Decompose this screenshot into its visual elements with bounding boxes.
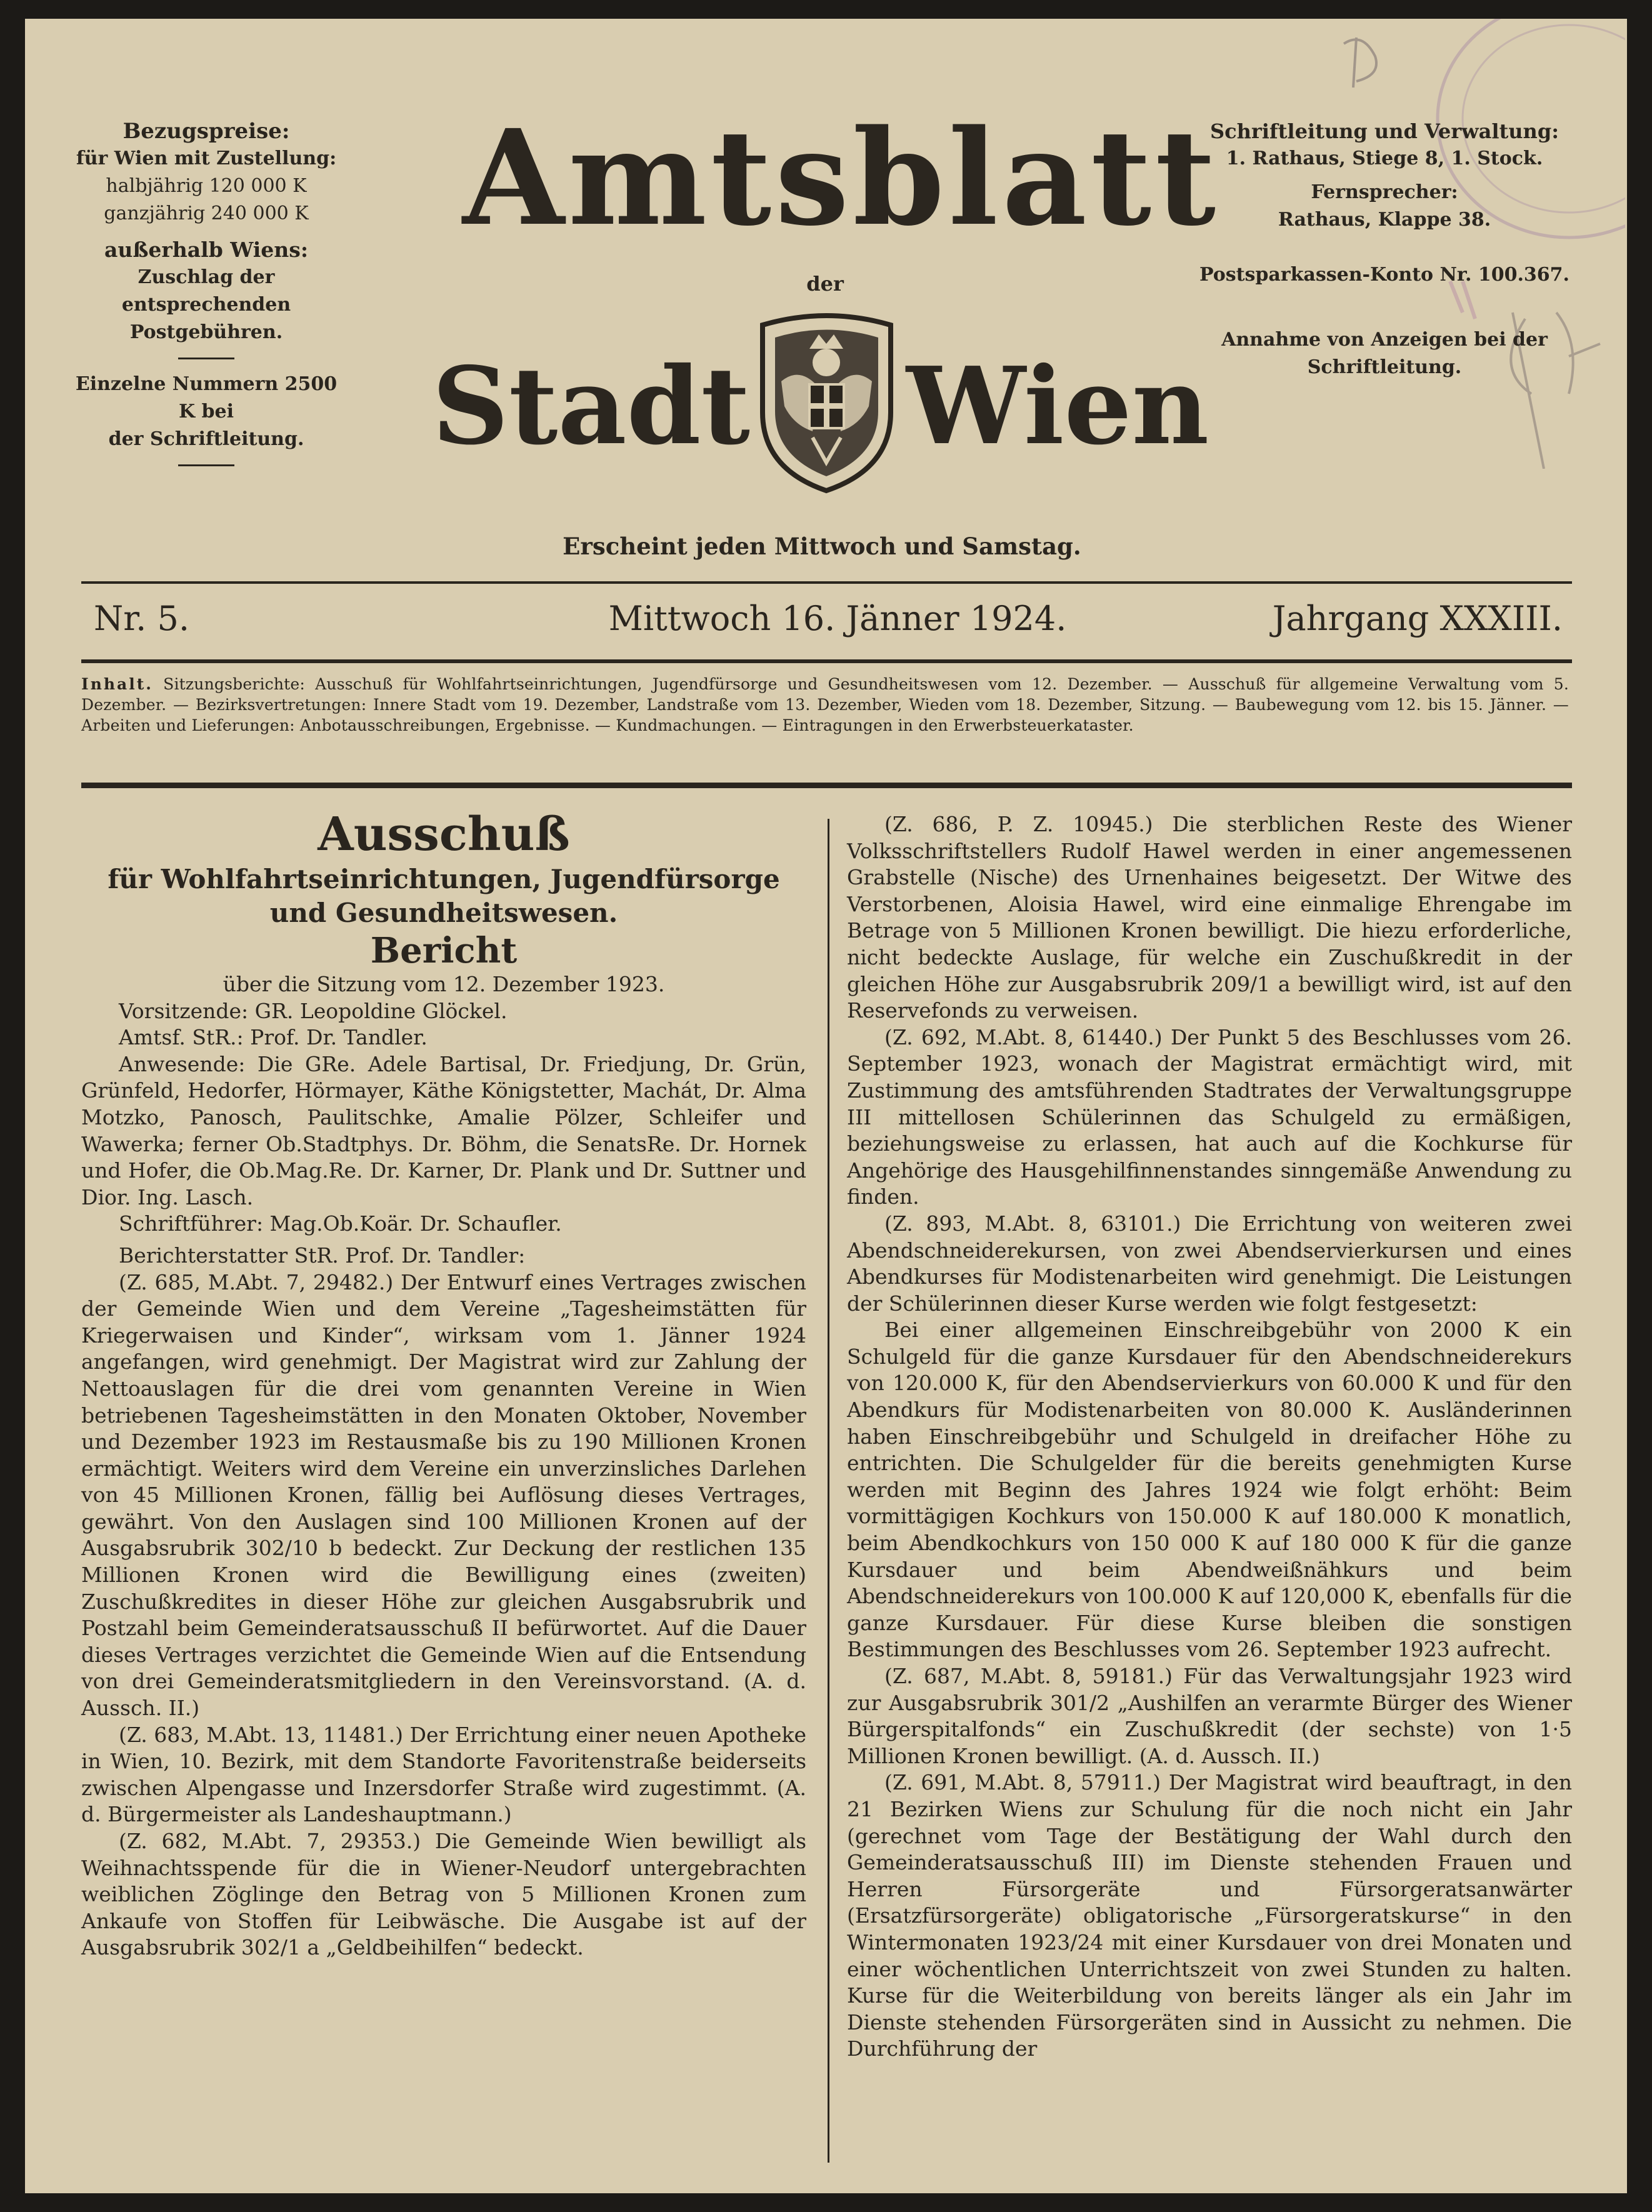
- subscription-heading: außerhalb Wiens:: [104, 238, 309, 262]
- resolution-paragraph: (Z. 685, M.Abt. 7, 29482.) Der Entwurf eines Vertrages zwischen der Gemeinde Wien und dem Vereine „Tagesheimstätten für Kriegerwaisen und Kinder“, wirksam vom 1. Jänner 1924 angefangen, wird genehmigt. Der Magistrat wird zur Zahlung der Nettoauslagen für die drei vom genannten Vereine in Wien betriebenen Tagesheimstätten in den Monaten Oktober, November und Dezember 1923 im Restausmaße bis zu 190 Millionen Kronen ermächtigt. Weiters wird dem Vereine ein unverzinsliches Darlehen von 45 Millionen Kronen, fällig bei Auflösung dieses Vertrages, gewährt. Von den Auslagen sind 100 Millionen Kronen auf der Ausgabsrubrik 302/10 b bedeckt. Zur Deckung der restlichen 135 Millionen Kronen wird die Bewilligung eines (zweiten) Zuschußkredites in dieser Höhe zur gleichen Ausgabsrubrik und Postzahl beim Gemeinderatsausschuß II befürwortet. Auf die Dauer dieses Vertrages verzichtet die Gemeinde Wien auf die Entsendung von drei Gemeinderatsmitgliedern in den Vereinsvorstand. (A. d. Aussch. II.): [81, 1269, 806, 1721]
- subscription-line: Postgebühren.: [129, 321, 283, 343]
- publisher-line: Schriftleitung.: [1307, 356, 1462, 378]
- subscription-line: der Schriftleitung.: [108, 428, 304, 450]
- publisher-line: Fernsprecher:: [1311, 181, 1458, 203]
- resolution-paragraph: (Z. 682, M.Abt. 7, 29353.) Die Gemeinde Wien bewilligt als Weihnachtsspende für die in Wiener-Neudorf untergebrachten weiblichen Zöglinge den Betrag von 5 Millionen Kronen zum Ankaufe von Stoffen für Leibwäsche. Die Ausgabe ist auf der Ausgabsrubrik 302/1 a „Geldbeihilfen“ bedeckt.: [81, 1829, 806, 1960]
- issue-rule: [81, 659, 1572, 663]
- column-divider: [828, 819, 829, 2163]
- table-of-contents: [81, 674, 1569, 736]
- issue-number: Nr. 5.: [94, 599, 189, 638]
- subscription-box: [69, 118, 344, 478]
- publisher-line: 1. Rathaus, Stiege 8, 1. Stock.: [1226, 148, 1543, 169]
- publisher-line: Annahme von Anzeigen bei der: [1221, 329, 1548, 351]
- secretary-line: Schriftführer: Mag.Ob.Koär. Dr. Schaufler.: [119, 1211, 562, 1236]
- resolution-paragraph: (Z. 687, M.Abt. 8, 59181.) Für das Verwaltungsjahr 1923 wird zur Ausgabsrubrik 301/2 „Aushilfen an verarmte Bürger des Wiener Bürgerspitalfonds“ ein Zuschußkredit (der sechste) von 1·5 Millionen Kronen bewilligt. (A. d. Aussch. II.): [847, 1664, 1572, 1768]
- resolution-paragraph: (Z. 686, P. Z. 10945.) Die sterblichen Reste des Wiener Volksschriftstellers Rudolf Hawel werden in einer angemessenen Grabstelle (Nische) des Urnenhaines beigesetzt. Der Witwe des Verstorbenen, Aloisia Hawel, wird eine einmalige Ehrengabe im Betrage von 5 Millionen Kronen bewilligt. Die hiezu erforderliche, nicht bedeckte Auslage, für welche ein Zuschußkredit in der gleichen Höhe zur Ausgabsrubrik 209/1 a bewilligt wird, ist auf den Reservefonds zu verweisen.: [847, 812, 1572, 1023]
- publisher-line: Rathaus, Klappe 38.: [1278, 209, 1491, 231]
- masthead-der: der: [806, 272, 844, 296]
- masthead-title-wien: Wien: [906, 344, 1209, 469]
- right-column: [847, 811, 1572, 2063]
- councillor-line: Amtsf. StR.: Prof. Dr. Tandler.: [119, 1025, 428, 1050]
- resolution-paragraph: (Z. 692, M.Abt. 8, 61440.) Der Punkt 5 des Beschlusses vom 26. September 1923, wonach der Magistrat ermächtigt wird, mit Zustimmung des amtsführenden Stadtrates der Verwaltungsgruppe III mittellosen Schülerinnen das Schulgeld zu ermäßigen, beziehungsweise zu erlassen, hat auch auf die Kochkurse für Angehörige des Hausgehilfinnenstandes sinngemäße Anwendung zu finden.: [847, 1024, 1572, 1209]
- subscription-line: halbjährig 120 000 K: [106, 175, 307, 197]
- issue-date: Mittwoch 16. Jänner 1924.: [608, 599, 1067, 638]
- masthead-title-top: Amtsblatt: [463, 101, 1220, 255]
- subscription-line: für Wien mit Zustellung:: [76, 148, 337, 169]
- subscription-heading: Bezugspreise:: [123, 119, 290, 144]
- left-column: [81, 806, 806, 1961]
- divider: [178, 464, 234, 466]
- publisher-box: [1194, 118, 1575, 381]
- resolution-paragraph: (Z. 683, M.Abt. 13, 11481.) Der Errichtung einer neuen Apotheke in Wien, 10. Bezirk, mit dem Standorte Favoritenstraße beiderseits zwischen Alpengasse und Inzersdorfer Straße wird zugestimmt. (A. d. Bürgermeister als Landeshauptmann.): [81, 1722, 806, 1827]
- article-subheading: für Wohlfahrtseinrichtungen, Jugendfürsorge und Gesundheitswesen.: [108, 864, 780, 928]
- publisher-heading: Schriftleitung und Verwaltung:: [1209, 119, 1559, 143]
- masthead-subtitle: Erscheint jeden Mittwoch und Samstag.: [563, 533, 1081, 560]
- chair-line: Vorsitzende: GR. Leopoldine Glöckel.: [119, 998, 508, 1023]
- subscription-line: ganzjährig 240 000 K: [104, 203, 309, 224]
- article-heading: Ausschuß: [318, 808, 570, 861]
- resolution-paragraph: (Z. 691, M.Abt. 8, 57911.) Der Magistrat wird beauftragt, in den 21 Bezirken Wiens zur Schulung für die noch nicht ein Jahr (gerechnet vom Tage der Bestätigung der Wahl durch den Gemeinderatsausschuß III) im Dienste stehenden Frauen und Herren Fürsorgeräte und Fürsorgeratsanwärter (Ersatzfürsorgeräte) obligatorische „Fürsorgeratskurse“ in den Wintermonaten 1923/24 mit einer Kursdauer von drei Monaten und einer wöchentlichen Unterrichtszeit von zwei Stunden zu halten. Kurse für die Weiterbildung von bereits länger als ein Jahr im Dienste stehenden Fürsorgeräten sind in Aussicht zu nehmen. Die Durchführung der: [847, 1770, 1572, 2061]
- report-heading: Bericht: [370, 930, 518, 971]
- masthead-title-stadt: Stadt: [432, 344, 750, 469]
- resolution-paragraph: Bei einer allgemeinen Einschreibgebühr von 2000 K ein Schulgeld für die ganze Kursdauer für den Abendschneiderekurs von 120.000 K, für den Abendservierkurs von 60.000 K und für den Abendkurs für Modistenarbeiten von 80.000 K. Ausländerinnen haben Einschreibgebühr und Schulgeld in dreifacher Höhe zu entrichten. Die Schulgelder für die bereits genehmigten Kurse werden mit Beginn des Jahres 1924 wie folgt erhöht: Beim vormittägigen Kochkurs von 150.000 K auf 180.000 K monatlich, beim Abendkochkurs von 150 000 K auf 180 000 K für die ganze Kursdauer und beim Abendweißnähkurs und beim Abendschneiderekurs von 100.000 K auf 120,000 K, ebenfalls für die ganze Kursdauer. Für diese Kurse bleiben die sonstigen Bestimmungen des Beschlusses vom 26. September 1923 aufrecht.: [847, 1318, 1572, 1662]
- coat-of-arms-icon: [750, 306, 903, 494]
- contents-text: Sitzungsberichte: Ausschuß für Wohlfahrtseinrichtungen, Jugendfürsorge und Gesundheitswesen vom 12. Dezember. — Ausschuß für allgemeine Verwaltung vom 5. Dezember. — Bezirksvertretungen: Innere Stadt vom 19. Dezember, Landstraße vom 13. Dezember, Wieden vom 18. Dezember, Sitzung. — Baubewegung vom 12. bis 15. Jänner. — Arbeiten und Lieferungen: Anbotausschreibungen, Ergebnisse. — Kundmachungen. — Eintragungen in den Erwerbsteuerkataster.: [81, 675, 1569, 734]
- session-line: über die Sitzung vom 12. Dezember 1923.: [223, 972, 665, 996]
- top-rule: [81, 581, 1572, 584]
- divider: [178, 358, 234, 359]
- attendees-paragraph: Anwesende: Die GRe. Adele Bartisal, Dr. Friedjung, Dr. Grün, Grünfeld, Hedorfer, Hörmayer, Käthe Königstetter, Machát, Dr. Alma Motzko, Panosch, Paulitschke, Amalie Pölzer, Schleifer und Wawerka; ferner Ob.Stadtphys. Dr. Böhm, die SenatsRe. Dr. Hornek und Hofer, die Ob.Mag.Re. Dr. Karner, Dr. Plank und Dr. Suttner und Dior. Ing. Lasch.: [81, 1051, 806, 1209]
- contents-label: Inhalt.: [81, 675, 153, 693]
- resolution-paragraph: (Z. 893, M.Abt. 8, 63101.) Die Errichtung von weiteren zwei Abendschneiderekursen, von zwei Abendservierkursen und eines Abendkurses für Modistenarbeiten wird genehmigt. Die Leistungen der Schülerinnen dieser Kurse werden wie folgt festgesetzt:: [847, 1211, 1572, 1316]
- publisher-line: Postsparkassen-Konto Nr. 100.367.: [1199, 264, 1570, 286]
- subscription-line: Zuschlag der entsprechenden: [121, 266, 291, 316]
- contents-rule: [81, 783, 1572, 788]
- subscription-line: Einzelne Nummern 2500 K bei: [75, 373, 338, 423]
- rapporteur-line: Berichterstatter StR. Prof. Dr. Tandler:: [119, 1243, 526, 1268]
- newspaper-page: [25, 19, 1627, 2193]
- issue-volume: Jahrgang XXXIII.: [1272, 599, 1563, 638]
